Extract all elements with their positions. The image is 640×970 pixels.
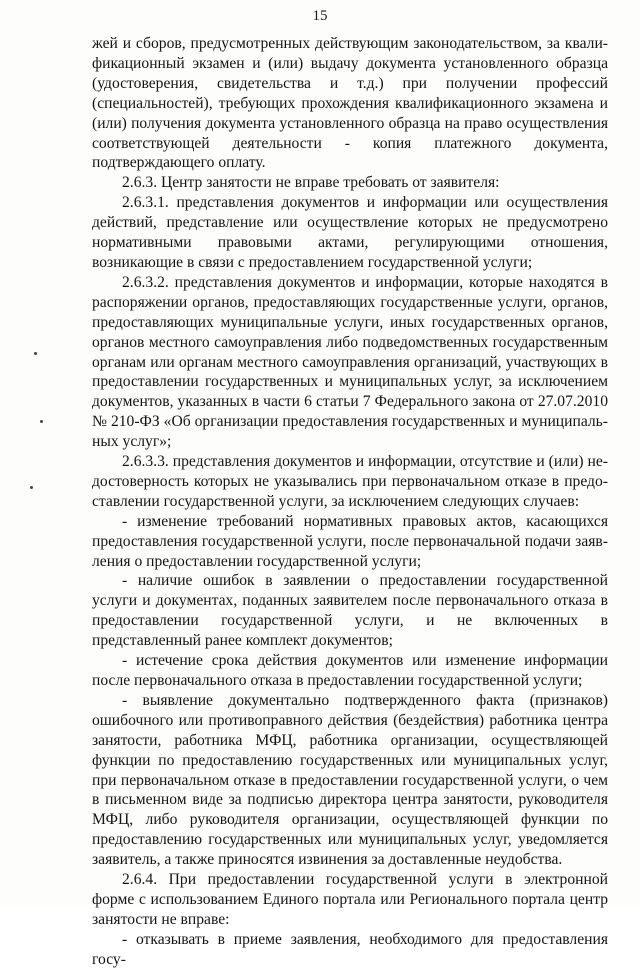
paragraph: 2.6.4. При предоставлении государственной услуги в электронной форме с использованием Единого портала или Регионального портала центр занятости не вправе: [92,871,608,928]
paragraph: жей и сборов, предусмотренных действующим законодательством, за квалификационный экзамен и (или) выдачу документа установленного образца (удостоверения, свидетельства и т.д.) при получении профессий (специальностей), требующих прохождения квалификационного экзамена и (или) получения документа установленного образца на право осуществления соответствующей деятельности - копия платежного документа, подтверждающего оплату. [92,35,608,172]
paragraph: 2.6.3.2. представления документов и информации, которые находятся в распоряжении органов, предоставляющих государственные услуги, органов, предоставляющих муниципальные услуги, иных государственных органов, органов местного самоуправления либо подведомственных государственным органам или органам местного самоуправления организаций, участвующих в предоставлении государственных и муниципальных услуг, за исключением документов, указанных в части 6 статьи 7 Федерального закона от 27.07.2010 № 210-ФЗ «Об организации предоставления государственных и муниципальных услуг»; [92,273,608,451]
paragraph: 2.6.3.3. представления документов и информации, отсутствие и (или) недостоверность которых не указывались при первоначальном отказе в предоставлении государственной услуги, за исключением следующих случаев: [92,453,608,510]
page-number: 15 [312,8,328,24]
margin-mark [40,420,43,423]
paragraph: - изменение требований нормативных правовых актов, касающихся предоставления государственной услуги, после первоначальной подачи заявления о предоставлении государственной услуги; [92,512,608,570]
paragraph: - отказывать в приеме заявления, необходимого для предоставления госу- [92,930,608,968]
paragraph: - истечение срока действия документов или изменение информации после первоначального отказа в предоставлении государственной услуги; [92,652,608,689]
margin-mark [34,352,37,355]
paragraph: 2.6.3.1. представления документов и информации или осуществления действий, представление или осуществление которых не предусмотрено нормативными правовыми актами, регулирующими отношения, возникающие в связи с предоставлением государственной услуги; [92,194,608,271]
paragraph: 2.6.3. Центр занятости не вправе требовать от заявителя: [122,174,500,192]
paragraph: - наличие ошибок в заявлении о предоставлении государственной услуги и документах, поданных заявителем после первоначального отказа в предоставлении государственной услуги, и не включенных в представленный ранее комплект документов; [92,572,608,650]
paragraph: - выявление документально подтвержденного факта (признаков) ошибочного или противоправного действия (бездействия) работника центра занятости, работника МФЦ, работника организации, осуществляющей функции по предоставлению государственных или муниципальных услуг, при первоначальном отказе в предоставлении государственной услуги, о чем в письменном виде за подписью директора центра занятости, руководителя МФЦ, либо руководителя организации, осуществляющей функции по предоставлению государственных или муниципальных услуг, уведомляется заявитель, а также приносятся извинения за доставленные неудобства. [92,691,608,869]
document-body [92,34,608,970]
margin-mark [30,486,33,489]
